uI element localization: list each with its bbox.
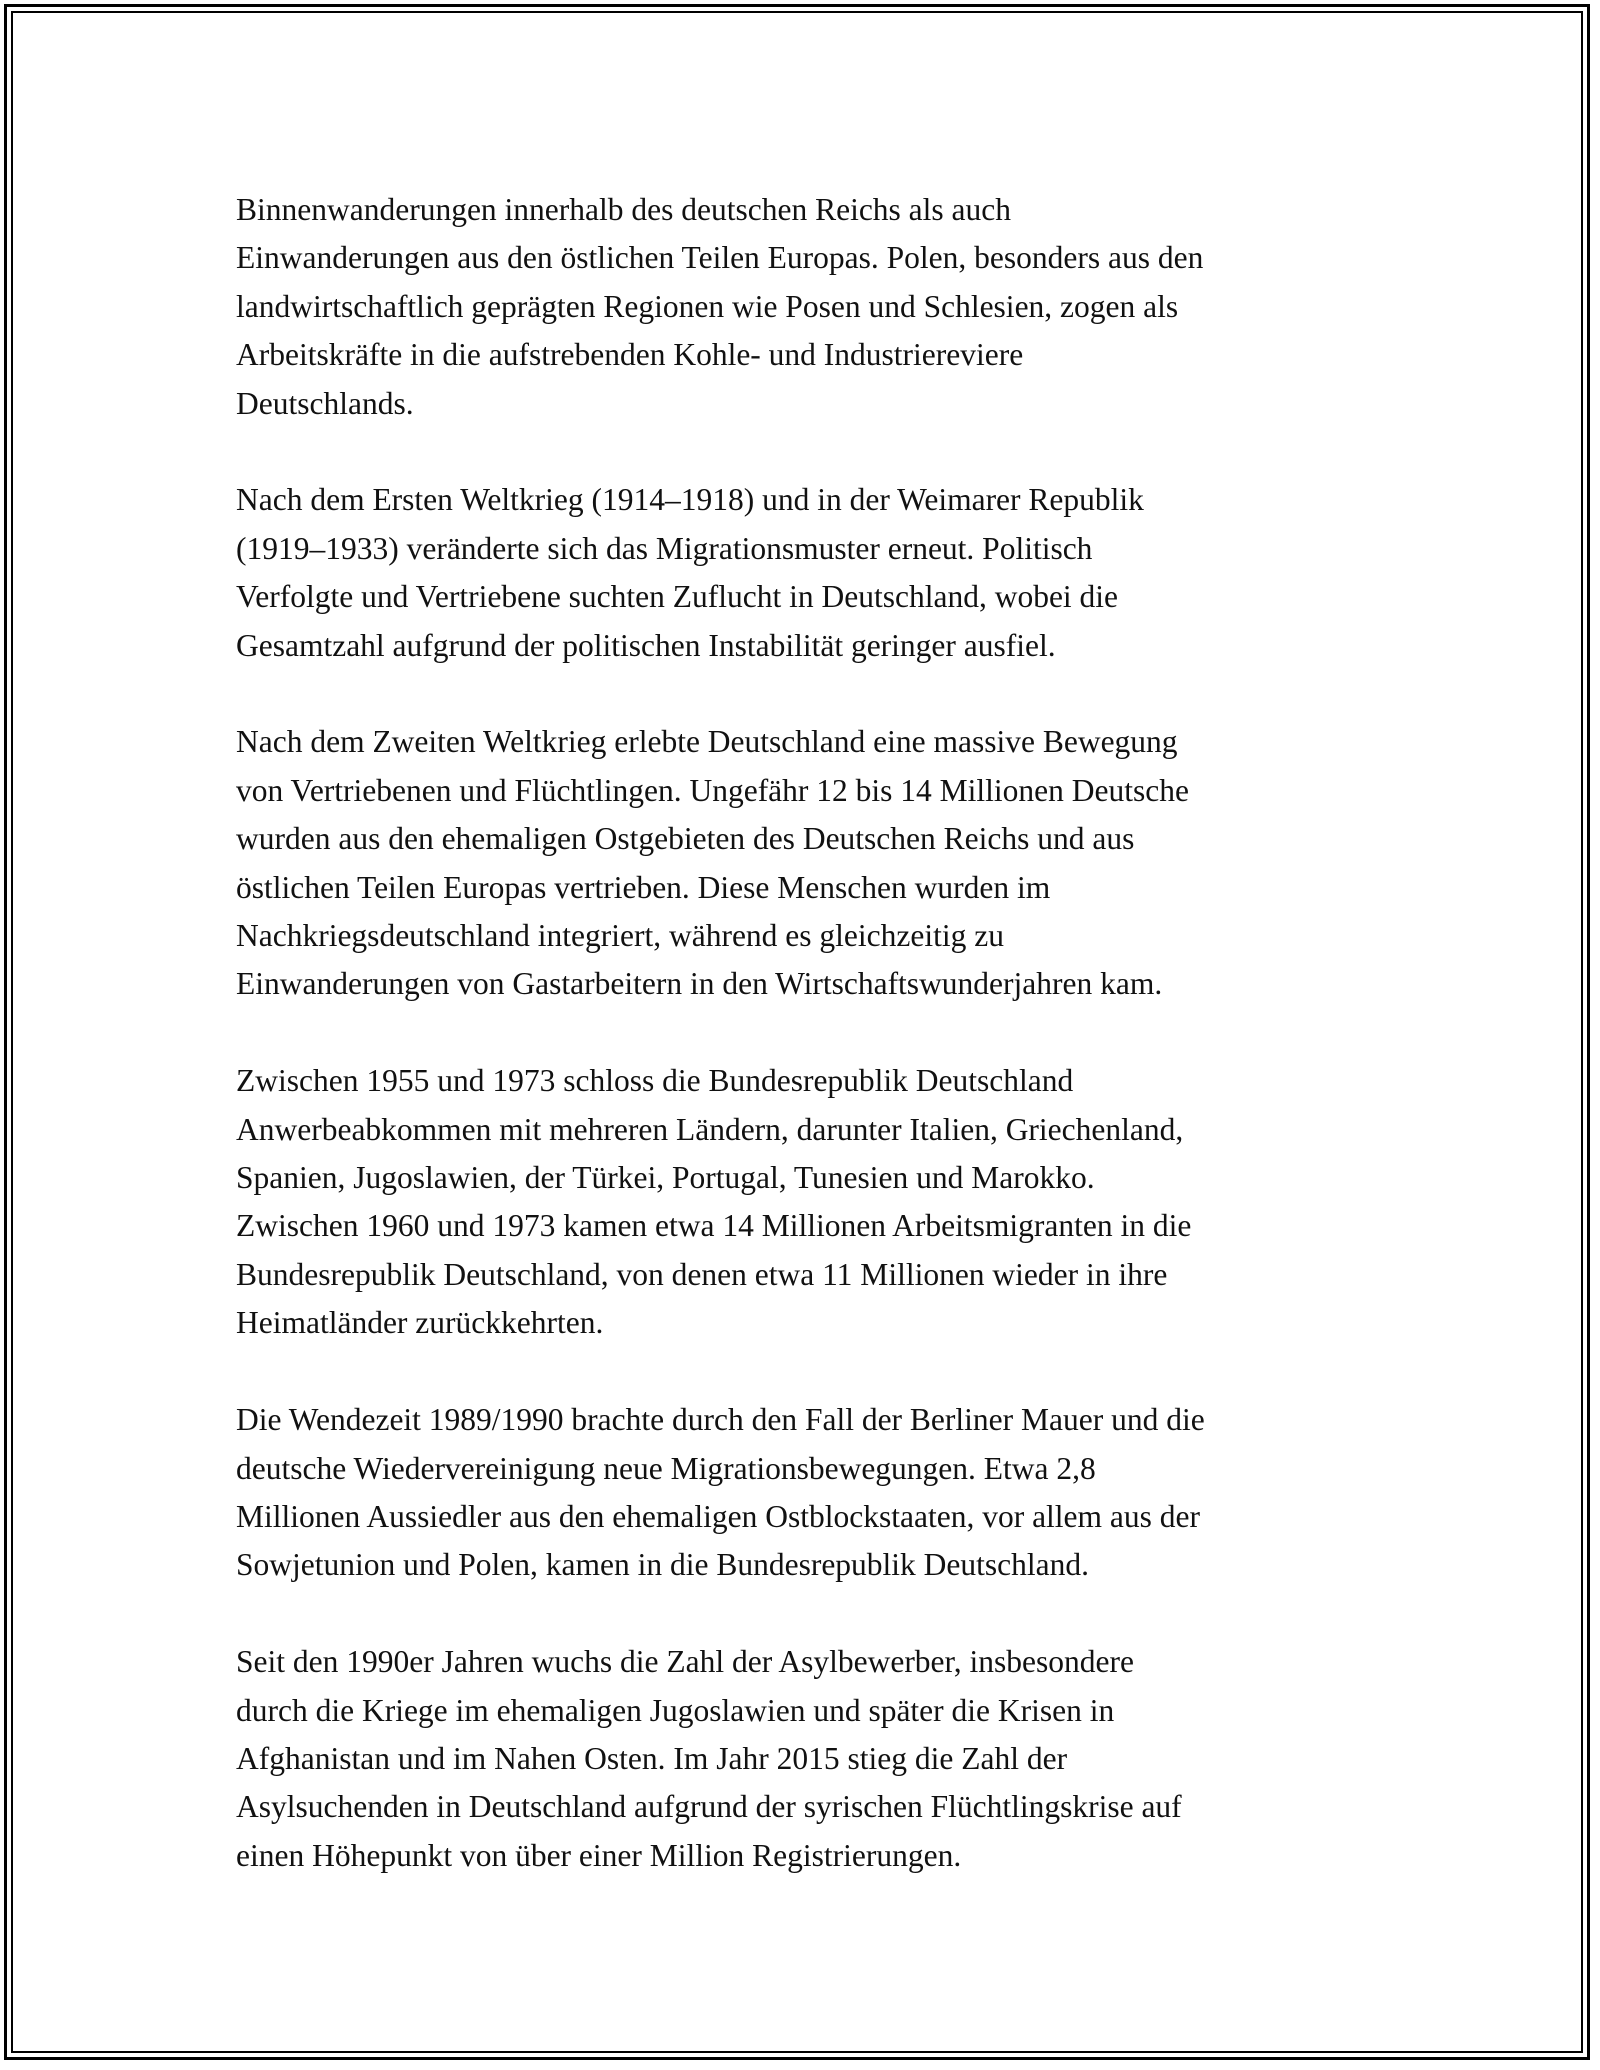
text-line: Verfolgte und Vertriebene suchten Zuflucht in Deutschland, wobei die xyxy=(236,579,1119,615)
text-line: Einwanderungen aus den östlichen Teilen Europas. Polen, besonders aus den xyxy=(236,240,1204,276)
paragraph-3 xyxy=(236,718,1371,1008)
text-line: Millionen Aussiedler aus den ehemaligen Ostblockstaaten, vor allem aus der xyxy=(236,1498,1200,1534)
text-line: wurden aus den ehemaligen Ostgebieten des Deutschen Reichs und aus xyxy=(236,821,1135,857)
text-line: Zwischen 1955 und 1973 schloss die Bundesrepublik Deutschland xyxy=(236,1063,1074,1099)
text-line: Binnenwanderungen innerhalb des deutschen Reichs als auch xyxy=(236,192,1012,227)
text-line: Gesamtzahl aufgrund der politischen Instabilität geringer ausfiel. xyxy=(236,627,1056,663)
text-line: landwirtschaftlich geprägten Regionen wie Posen und Schlesien, zogen als xyxy=(236,288,1179,324)
text-line: Bundesrepublik Deutschland, von denen etwa 11 Millionen wieder in ihre xyxy=(236,1256,1168,1292)
document-body xyxy=(236,186,1371,1929)
text-line: Asylsuchenden in Deutschland aufgrund der syrischen Flüchtlingskrise auf xyxy=(236,1789,1182,1825)
text-line: Nach dem Zweiten Weltkrieg erlebte Deutschland eine massive Bewegung xyxy=(236,724,1178,760)
paragraph-5 xyxy=(236,1396,1371,1590)
text-line: (1919–1933) veränderte sich das Migrationsmuster erneut. Politisch xyxy=(236,530,1093,566)
text-line: durch die Kriege im ehemaligen Jugoslawien und später die Krisen in xyxy=(236,1692,1115,1728)
text-line: Einwanderungen von Gastarbeitern in den Wirtschaftswunderjahren kam. xyxy=(236,966,1163,1002)
text-line: deutsche Wiedervereinigung neue Migrationsbewegungen. Etwa 2,8 xyxy=(236,1450,1096,1486)
text-line: Zwischen 1960 und 1973 kamen etwa 14 Millionen Arbeitsmigranten in die xyxy=(236,1208,1192,1244)
text-line: Anwerbeabkommen mit mehreren Ländern, darunter Italien, Griechenland, xyxy=(236,1111,1184,1147)
text-line: von Vertriebenen und Flüchtlingen. Ungefähr 12 bis 14 Millionen Deutsche xyxy=(236,772,1189,808)
paragraph-4 xyxy=(236,1057,1371,1347)
text-line: östlichen Teilen Europas vertrieben. Diese Menschen wurden im xyxy=(236,869,1051,905)
paragraph-6 xyxy=(236,1638,1371,1880)
text-line: Arbeitskräfte in die aufstrebenden Kohle- und Industriereviere xyxy=(236,337,1024,373)
text-line: Spanien, Jugoslawien, der Türkei, Portugal, Tunesien und Marokko. xyxy=(236,1160,1095,1196)
text-line: Sowjetunion und Polen, kamen in die Bundesrepublik Deutschland. xyxy=(236,1547,1090,1583)
text-line: Nachkriegsdeutschland integriert, während es gleichzeitig zu xyxy=(236,918,1004,954)
text-line: Heimatländer zurückkehrten. xyxy=(236,1305,604,1341)
text-line: Seit den 1990er Jahren wuchs die Zahl der Asylbewerber, insbesondere xyxy=(236,1644,1134,1680)
paragraph-2 xyxy=(236,476,1371,670)
text-line: Nach dem Ersten Weltkrieg (1914–1918) und in der Weimarer Republik xyxy=(236,482,1144,518)
text-line: einen Höhepunkt von über einer Million Registrierungen. xyxy=(236,1837,962,1873)
paragraph-1 xyxy=(236,186,1371,428)
text-line: Die Wendezeit 1989/1990 brachte durch den Fall der Berliner Mauer und die xyxy=(236,1402,1205,1438)
text-line: Afghanistan und im Nahen Osten. Im Jahr 2015 stieg die Zahl der xyxy=(236,1740,1068,1776)
text-line: Deutschlands. xyxy=(236,385,414,421)
